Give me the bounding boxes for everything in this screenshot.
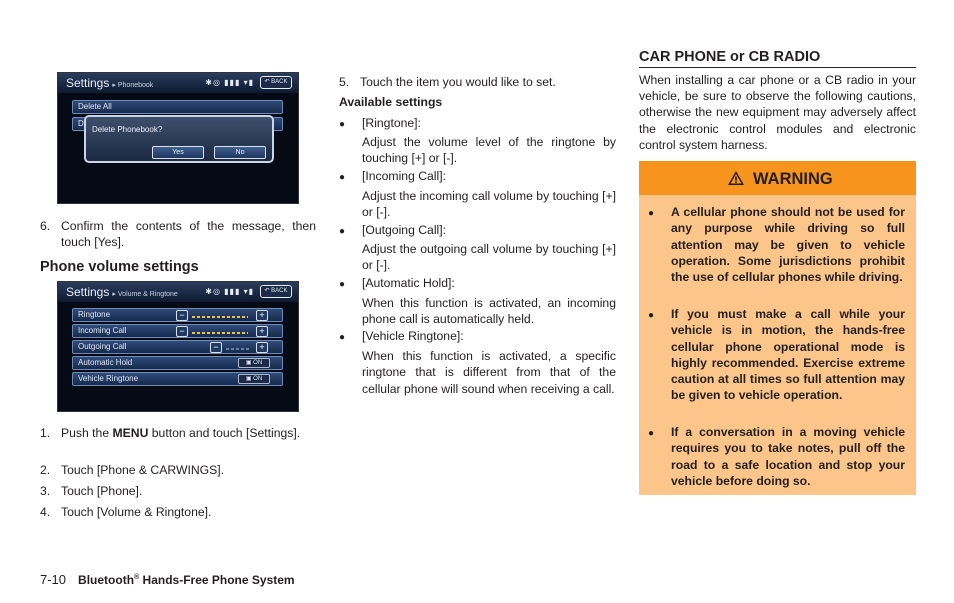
step-4: 4. Touch [Volume & Ringtone]. (40, 505, 212, 519)
no-button: No (214, 146, 266, 159)
item-description: When this function is activated, a specific ringtone that is different from that of the cellular phone will sound when receiving a call. (362, 349, 616, 396)
warning-item: If a conversation in a moving vehicle requires you to take notes, pull off the road to a safe location and stop your vehicle before doing so. (671, 425, 905, 488)
toggle-on-indicator: ▣ ON (238, 374, 270, 384)
warning-title: WARNING (753, 170, 833, 188)
outgoing-call-row: Outgoing Call (72, 340, 283, 354)
bullet-icon: ● (339, 172, 346, 183)
incoming-call-row: Incoming Call (72, 324, 283, 338)
section-title: CAR PHONE or CB RADIO (639, 49, 916, 68)
bullet-icon: ● (339, 332, 346, 343)
step-3: 3. Touch [Phone]. (40, 484, 143, 498)
item-title: [Ringtone]: (362, 116, 421, 130)
minus-icon: − (176, 326, 188, 337)
status-icons: ✱◎ ▮▮▮ ▾▮ (205, 287, 254, 296)
warning-item: A cellular phone should not be used for any purpose while driving so full attention may be given to vehicle operation. Some jurisdictions prohibit the use of cellular phones while driving. (671, 205, 905, 285)
item-description: Adjust the outgoing call volume by touching [+] or [-]. (362, 242, 616, 273)
volume-ringtone-screen-image (57, 281, 299, 412)
available-settings-label: Available settings (339, 95, 443, 109)
minus-icon: − (176, 310, 188, 321)
volume-level-bar (226, 348, 250, 350)
step-6: 6. Confirm the contents of the message, then touch [Yes]. (40, 219, 316, 250)
phone-volume-heading: Phone volume settings (40, 259, 199, 275)
item-description: Adjust the volume level of the ringtone by touching [+] or [-]. (362, 135, 616, 166)
step-5: 5. Touch the item you would like to set. (339, 75, 556, 89)
item-title: [Incoming Call]: (362, 169, 446, 183)
warning-triangle-icon (727, 170, 745, 186)
back-button: ↶ BACK (260, 285, 292, 298)
chapter-title: Bluetooth® Hands-Free Phone System (78, 573, 295, 587)
back-button: ↶ BACK (260, 76, 292, 89)
bullet-icon: ● (339, 279, 346, 290)
volume-level-bar (192, 316, 248, 318)
screen-header (58, 282, 298, 302)
plus-icon: + (256, 342, 268, 353)
warning-box (639, 161, 916, 495)
step-2: 2. Touch [Phone & CARWINGS]. (40, 463, 225, 477)
step-1: 1. Push the MENU button and touch [Settings]. (40, 426, 301, 440)
bullet-icon: ● (339, 119, 346, 130)
screen-title: Settings ▸ Volume & Ringtone (66, 285, 178, 299)
item-title: [Outgoing Call]: (362, 223, 447, 237)
page-number: 7-10 (40, 572, 67, 587)
page-footer (40, 572, 295, 587)
bullet-icon: ● (648, 208, 655, 219)
ringtone-row: Ringtone (72, 308, 283, 322)
yes-button: Yes (152, 146, 204, 159)
minus-icon: − (210, 342, 222, 353)
vehicle-ringtone-row: Vehicle Ringtone (72, 372, 283, 386)
plus-icon: + (256, 326, 268, 337)
partial-row: D (72, 117, 283, 131)
toggle-on-indicator: ▣ ON (238, 358, 270, 368)
item-title: [Automatic Hold]: (362, 276, 455, 290)
plus-icon: + (256, 310, 268, 321)
automatic-hold-row: Automatic Hold (72, 356, 283, 370)
screen-header (58, 73, 298, 93)
warning-item: If you must make a call while your vehicle is in motion, the hands-free cellular phone operational mode is highly recommended. Exercise extreme caution at all times so full attention may be given to vehicle operation. (671, 307, 905, 403)
item-description: When this function is activated, an incoming phone call is automatically held. (362, 296, 616, 327)
delete-all-row: Delete All (72, 100, 283, 114)
phonebook-screen-image (57, 72, 299, 204)
item-title: [Vehicle Ringtone]: (362, 329, 464, 343)
delete-dialog (84, 115, 274, 163)
status-icons: ✱◎ ▮▮▮ ▾▮ (205, 78, 254, 87)
screen-title: Settings ▸ Phonebook (66, 76, 154, 90)
bullet-icon: ● (648, 310, 655, 321)
dialog-message: Delete Phonebook? (92, 125, 163, 134)
item-description: Adjust the incoming call volume by touching [+] or [-]. (362, 189, 616, 220)
bullet-icon: ● (339, 226, 346, 237)
section-body: When installing a car phone or a CB radio in your vehicle, be sure to observe the following cautions, otherwise the new equipment may adversely affect the electronic control modules and electronic control system harness. (639, 73, 916, 152)
volume-level-bar (192, 332, 248, 334)
warning-header (639, 161, 916, 195)
bullet-icon: ● (648, 428, 655, 439)
